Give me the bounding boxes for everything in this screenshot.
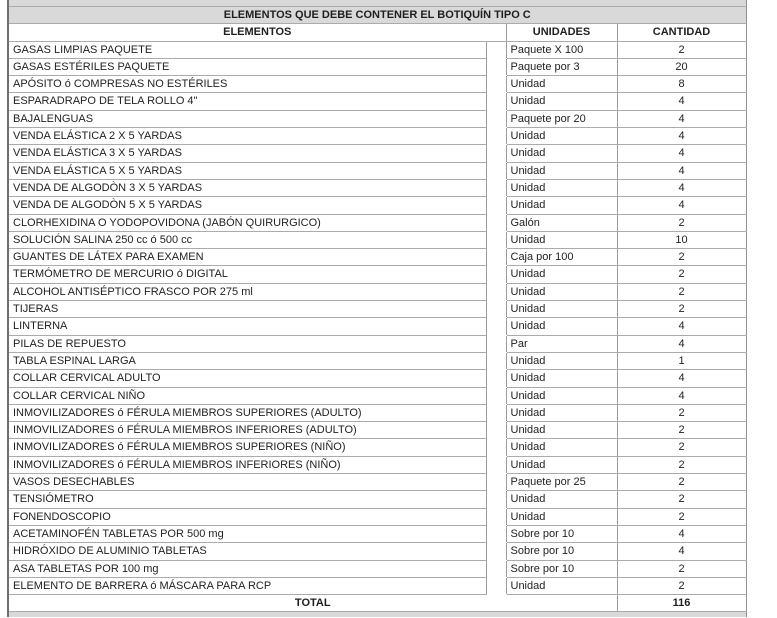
- unidades-cell: Unidad: [506, 370, 617, 387]
- cantidad-cell: 2: [617, 404, 746, 421]
- cantidad-cell: 2: [617, 439, 746, 456]
- total-label: TOTAL: [8, 595, 617, 612]
- title-row: [8, 7, 746, 24]
- cropped-row-bottom-cell: [8, 612, 746, 618]
- elemento-cell: VASOS DESECHABLES: [8, 474, 486, 491]
- cantidad-cell: 4: [617, 197, 746, 214]
- elemento-cell: PILAS DE REPUESTO: [8, 335, 486, 352]
- cantidad-cell: 2: [617, 560, 746, 577]
- elemento-cell: VENDA DE ALGODÒN 3 X 5 YARDAS: [8, 179, 486, 196]
- unidades-cell: Galón: [506, 214, 617, 231]
- elemento-cell: VENDA ELÁSTICA 2 X 5 YARDAS: [8, 128, 486, 145]
- spacer-cell: [486, 301, 506, 318]
- cantidad-cell: 10: [617, 231, 746, 248]
- elemento-cell: INMOVILIZADORES ó FÉRULA MIEMBROS SUPERIORES (ADULTO): [8, 404, 486, 421]
- spacer-cell: [486, 577, 506, 594]
- spacer-cell: [486, 387, 506, 404]
- spacer-cell: [486, 266, 506, 283]
- unidades-cell: Sobre por 10: [506, 543, 617, 560]
- elemento-cell: SOLUCIÓN SALINA 250 cc ó 500 cc: [8, 231, 486, 248]
- table-row: [8, 560, 746, 577]
- elemento-cell: ELEMENTO DE BARRERA ó MÁSCARA PARA RCP: [8, 577, 486, 594]
- unidades-cell: Unidad: [506, 508, 617, 525]
- unidades-cell: Paquete por 3: [506, 58, 617, 75]
- unidades-cell: Unidad: [506, 179, 617, 196]
- total-row: [8, 595, 746, 612]
- cantidad-cell: 2: [617, 283, 746, 300]
- elemento-cell: COLLAR CERVICAL NIÑO: [8, 387, 486, 404]
- elemento-cell: GUANTES DE LÁTEX PARA EXAMEN: [8, 249, 486, 266]
- unidades-cell: Unidad: [506, 439, 617, 456]
- spacer-cell: [486, 58, 506, 75]
- unidades-cell: Unidad: [506, 422, 617, 439]
- elemento-cell: ESPARADRAPO DE TELA ROLLO 4": [8, 93, 486, 110]
- cantidad-cell: 2: [617, 422, 746, 439]
- cantidad-cell: 4: [617, 370, 746, 387]
- elemento-cell: TENSIÓMETRO: [8, 491, 486, 508]
- cantidad-cell: 2: [617, 41, 746, 58]
- table-row: [8, 387, 746, 404]
- cantidad-cell: 2: [617, 214, 746, 231]
- cantidad-cell: 2: [617, 456, 746, 473]
- spacer-cell: [486, 110, 506, 127]
- elemento-cell: TIJERAS: [8, 301, 486, 318]
- elemento-cell: APÓSITO ó COMPRESAS NO ESTÉRILES: [8, 76, 486, 93]
- elemento-cell: TABLA ESPINAL LARGA: [8, 352, 486, 369]
- unidades-cell: Unidad: [506, 128, 617, 145]
- spacer-cell: [486, 543, 506, 560]
- table-row: [8, 249, 746, 266]
- spacer-cell: [486, 404, 506, 421]
- spacer-cell: [486, 283, 506, 300]
- total-value: 116: [617, 595, 746, 612]
- spacer-cell: [486, 370, 506, 387]
- unidades-cell: Unidad: [506, 266, 617, 283]
- elemento-cell: HIDRÓXIDO DE ALUMINIO TABLETAS: [8, 543, 486, 560]
- elemento-cell: INMOVILIZADORES ó FÉRULA MIEMBROS SUPERIORES (NIÑO): [8, 439, 486, 456]
- unidades-cell: Sobre por 10: [506, 560, 617, 577]
- cantidad-cell: 2: [617, 301, 746, 318]
- spacer-cell: [486, 128, 506, 145]
- column-header-elementos: ELEMENTOS: [8, 24, 506, 41]
- table-row: [8, 41, 746, 58]
- cantidad-cell: 4: [617, 335, 746, 352]
- table-row: [8, 283, 746, 300]
- unidades-cell: Par: [506, 335, 617, 352]
- spacer-cell: [486, 491, 506, 508]
- cantidad-cell: 1: [617, 352, 746, 369]
- spacer-cell: [486, 197, 506, 214]
- botiquin-table: [7, 0, 747, 617]
- table-row: [8, 93, 746, 110]
- cantidad-cell: 4: [617, 387, 746, 404]
- elemento-cell: VENDA ELÁSTICA 5 X 5 YARDAS: [8, 162, 486, 179]
- table-title: ELEMENTOS QUE DEBE CONTENER EL BOTIQUÍN TIPO C: [8, 7, 746, 24]
- table-row: [8, 58, 746, 75]
- elemento-cell: INMOVILIZADORES ó FÉRULA MIEMBROS INFERIORES (NIÑO): [8, 456, 486, 473]
- unidades-cell: Unidad: [506, 93, 617, 110]
- elemento-cell: BAJALENGUAS: [8, 110, 486, 127]
- unidades-cell: Unidad: [506, 577, 617, 594]
- column-header-unidades: UNIDADES: [506, 24, 617, 41]
- cropped-row-bottom: [8, 612, 746, 618]
- elemento-cell: VENDA DE ALGODÒN 5 X 5 YARDAS: [8, 197, 486, 214]
- table-row: [8, 456, 746, 473]
- table-row: [8, 179, 746, 196]
- table-row: [8, 439, 746, 456]
- unidades-cell: Unidad: [506, 318, 617, 335]
- elemento-cell: VENDA ELÁSTICA 3 X 5 YARDAS: [8, 145, 486, 162]
- spacer-cell: [486, 318, 506, 335]
- spacer-cell: [486, 560, 506, 577]
- cantidad-cell: 20: [617, 58, 746, 75]
- spacer-cell: [486, 508, 506, 525]
- elemento-cell: GASAS LIMPIAS PAQUETE: [8, 41, 486, 58]
- cantidad-cell: 4: [617, 318, 746, 335]
- spacer-cell: [486, 162, 506, 179]
- elemento-cell: GASAS ESTÉRILES PAQUETE: [8, 58, 486, 75]
- unidades-cell: Sobre por 10: [506, 525, 617, 542]
- elemento-cell: LINTERNA: [8, 318, 486, 335]
- table-row: [8, 335, 746, 352]
- cantidad-cell: 4: [617, 145, 746, 162]
- unidades-cell: Unidad: [506, 197, 617, 214]
- unidades-cell: Unidad: [506, 456, 617, 473]
- elemento-cell: FONENDOSCOPIO: [8, 508, 486, 525]
- cantidad-cell: 2: [617, 491, 746, 508]
- table-row: [8, 404, 746, 421]
- table-row: [8, 508, 746, 525]
- table-row: [8, 577, 746, 594]
- spacer-cell: [486, 439, 506, 456]
- cantidad-cell: 2: [617, 508, 746, 525]
- header-row: [8, 24, 746, 41]
- unidades-cell: Paquete por 25: [506, 474, 617, 491]
- elemento-cell: TERMÓMETRO DE MERCURIO ó DIGITAL: [8, 266, 486, 283]
- unidades-cell: Paquete por 20: [506, 110, 617, 127]
- unidades-cell: Unidad: [506, 387, 617, 404]
- table-row: [8, 231, 746, 248]
- table-row: [8, 370, 746, 387]
- spacer-cell: [486, 352, 506, 369]
- unidades-cell: Unidad: [506, 491, 617, 508]
- cantidad-cell: 2: [617, 266, 746, 283]
- table-row: [8, 145, 746, 162]
- cantidad-cell: 4: [617, 543, 746, 560]
- cantidad-cell: 4: [617, 179, 746, 196]
- unidades-cell: Unidad: [506, 145, 617, 162]
- spacer-cell: [486, 249, 506, 266]
- unidades-cell: Unidad: [506, 283, 617, 300]
- cantidad-cell: 4: [617, 525, 746, 542]
- cantidad-cell: 8: [617, 76, 746, 93]
- spacer-cell: [486, 456, 506, 473]
- spacer-cell: [486, 93, 506, 110]
- table-row: [8, 422, 746, 439]
- cantidad-cell: 2: [617, 474, 746, 491]
- spacer-cell: [486, 41, 506, 58]
- spacer-cell: [486, 179, 506, 196]
- unidades-cell: Caja por 100: [506, 249, 617, 266]
- elemento-cell: INMOVILIZADORES ó FÉRULA MIEMBROS INFERIORES (ADULTO): [8, 422, 486, 439]
- unidades-cell: Paquete X 100: [506, 41, 617, 58]
- elemento-cell: COLLAR CERVICAL ADULTO: [8, 370, 486, 387]
- table-row: [8, 474, 746, 491]
- table-row: [8, 128, 746, 145]
- unidades-cell: Unidad: [506, 404, 617, 421]
- table-row: [8, 491, 746, 508]
- unidades-cell: Unidad: [506, 76, 617, 93]
- table-row: [8, 543, 746, 560]
- unidades-cell: Unidad: [506, 301, 617, 318]
- table-row: [8, 162, 746, 179]
- cantidad-cell: 4: [617, 93, 746, 110]
- cantidad-cell: 4: [617, 110, 746, 127]
- spacer-cell: [486, 335, 506, 352]
- table-row: [8, 525, 746, 542]
- table-row: [8, 197, 746, 214]
- spacer-cell: [486, 76, 506, 93]
- spacer-cell: [486, 231, 506, 248]
- cantidad-cell: 2: [617, 249, 746, 266]
- table-row: [8, 214, 746, 231]
- unidades-cell: Unidad: [506, 162, 617, 179]
- spacer-cell: [486, 422, 506, 439]
- cantidad-cell: 4: [617, 162, 746, 179]
- elemento-cell: ALCOHOL ANTISÉPTICO FRASCO POR 275 ml: [8, 283, 486, 300]
- cantidad-cell: 2: [617, 577, 746, 594]
- cantidad-cell: 4: [617, 128, 746, 145]
- elemento-cell: ACETAMINOFÉN TABLETAS POR 500 mg: [8, 525, 486, 542]
- spacer-cell: [486, 525, 506, 542]
- column-header-cantidad: CANTIDAD: [617, 24, 746, 41]
- table-row: [8, 318, 746, 335]
- elemento-cell: ASA TABLETAS POR 100 mg: [8, 560, 486, 577]
- spacer-cell: [486, 145, 506, 162]
- table-row: [8, 301, 746, 318]
- elemento-cell: CLORHEXIDINA O YODOPOVIDONA (JABÓN QUIRURGICO): [8, 214, 486, 231]
- table-row: [8, 110, 746, 127]
- unidades-cell: Unidad: [506, 352, 617, 369]
- table-row: [8, 266, 746, 283]
- table-row: [8, 76, 746, 93]
- unidades-cell: Unidad: [506, 231, 617, 248]
- table-row: [8, 352, 746, 369]
- spacer-cell: [486, 214, 506, 231]
- spacer-cell: [486, 474, 506, 491]
